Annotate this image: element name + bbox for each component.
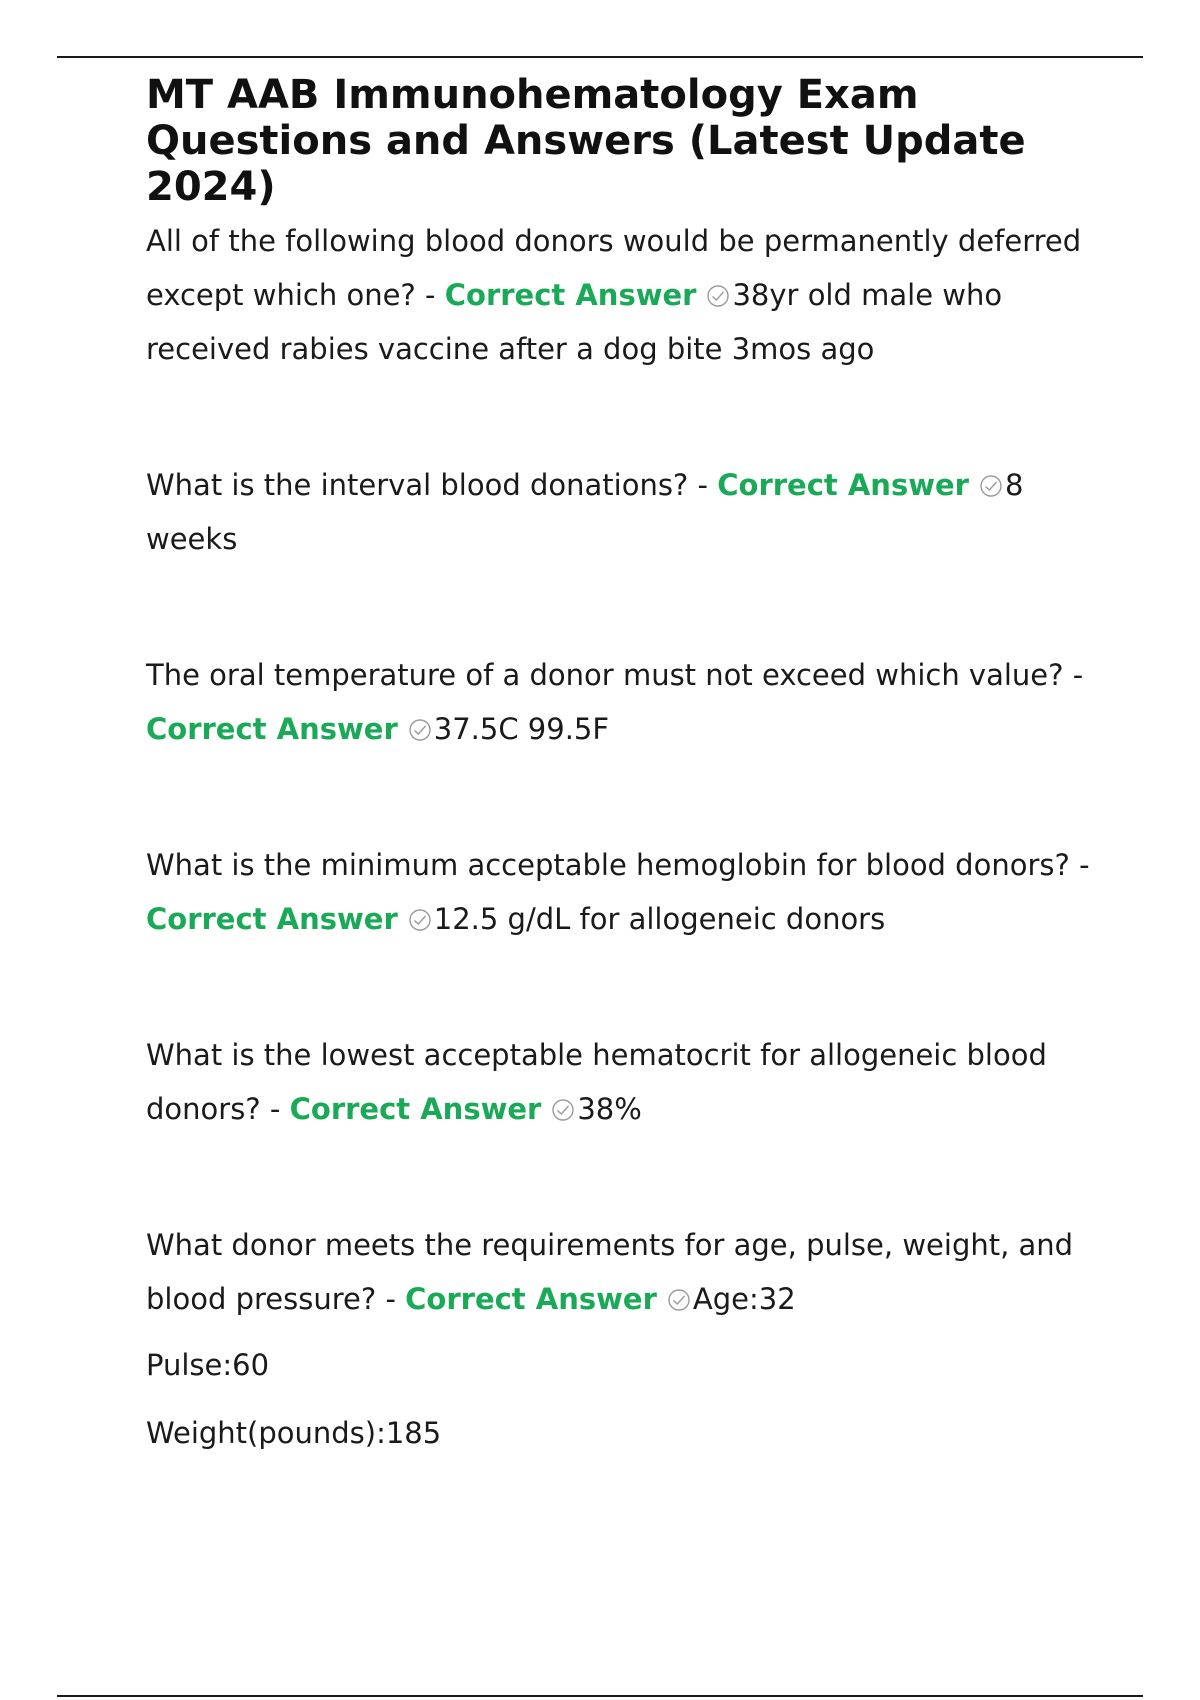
question-text: What is the interval blood donations? (146, 468, 689, 502)
bottom-rule (57, 1695, 1143, 1697)
separator: - (1063, 658, 1084, 692)
question-text: The oral temperature of a donor must not exceed which value? (146, 658, 1064, 692)
correct-answer-label: Correct Answer (289, 1092, 542, 1126)
document-title: MT AAB Immunohematology Exam Questions and Answers (Latest Update 2024) (146, 72, 1026, 210)
qa-item (146, 1028, 1106, 1136)
qa-item (146, 648, 1106, 756)
separator: - (376, 1282, 406, 1316)
question-text: What is the lowest acceptable hematocrit for allogeneic blood donors? (146, 1038, 1047, 1126)
separator: - (415, 278, 445, 312)
separator: - (260, 1092, 290, 1126)
question-text: What donor meets the requirements for age, pulse, weight, and blood pressure? (146, 1228, 1074, 1316)
document-body (146, 72, 1106, 1460)
answer-extra-line: Weight(pounds):185 (146, 1416, 442, 1450)
correct-answer-label: Correct Answer (146, 902, 398, 936)
qa-item (146, 458, 1106, 566)
check-circle-icon (706, 284, 730, 308)
answer-text: 12.5 g/dL for allogeneic donors (433, 902, 886, 936)
answer-text: 38% (577, 1092, 642, 1126)
check-circle-icon (979, 474, 1003, 498)
answer-text: Age:32 (692, 1282, 796, 1316)
correct-answer-label: Correct Answer (146, 712, 398, 746)
check-circle-icon (408, 908, 432, 932)
question-text: What is the minimum acceptable hemoglobin for blood donors? (146, 848, 1070, 882)
answer-text: 37.5C 99.5F (433, 712, 610, 746)
correct-answer-label: Correct Answer (405, 1282, 657, 1316)
separator: - (1069, 848, 1090, 882)
correct-answer-label: Correct Answer (444, 278, 697, 312)
check-circle-icon (551, 1098, 575, 1122)
separator: - (688, 468, 718, 502)
check-circle-icon (408, 718, 432, 742)
qa-item (146, 214, 1106, 376)
qa-item (146, 1218, 1106, 1326)
check-circle-icon (667, 1288, 691, 1312)
answer-extra-line: Pulse:60 (146, 1348, 270, 1382)
correct-answer-label: Correct Answer (717, 468, 969, 502)
qa-item (146, 838, 1106, 946)
question-text: All of the following blood donors would be permanently deferred except which one? (146, 224, 1082, 312)
answer-text: 8 weeks (146, 468, 1024, 556)
top-rule (57, 56, 1143, 58)
answer-text: 38yr old male who received rabies vaccine after a dog bite 3mos ago (146, 278, 1003, 366)
